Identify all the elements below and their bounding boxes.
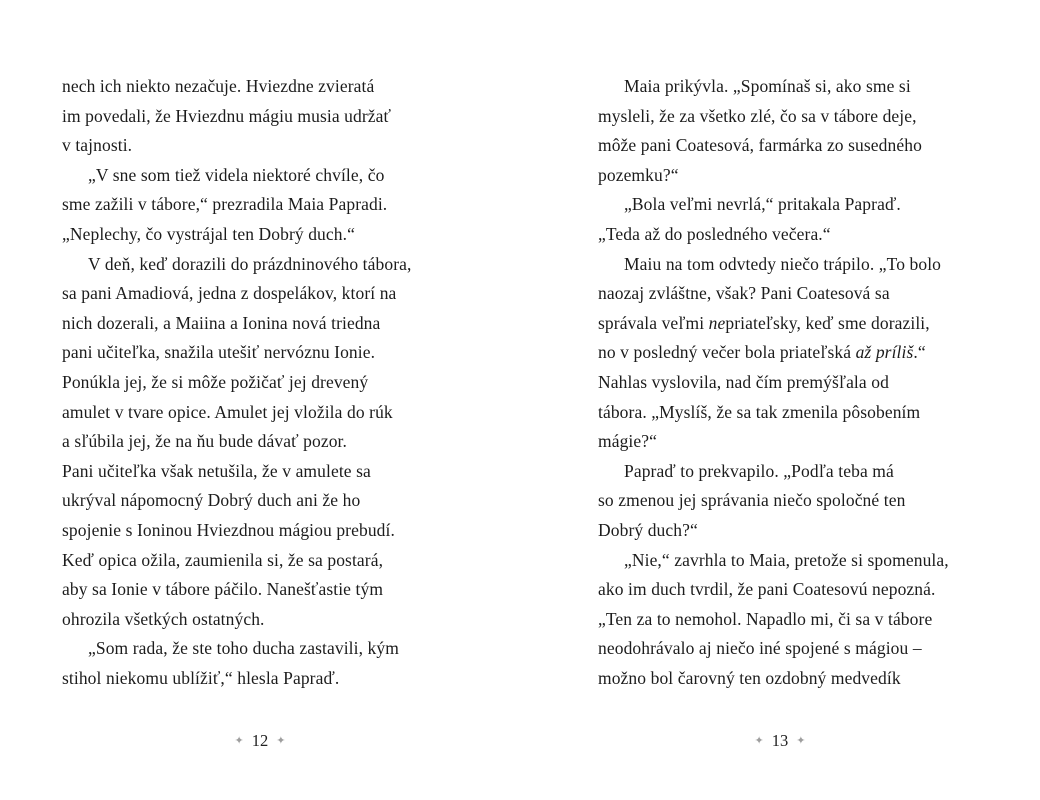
text-line xyxy=(62,338,460,368)
text-line xyxy=(598,664,994,694)
text-segment: v tajnosti. xyxy=(62,135,133,156)
text-segment: nech ich niekto nezačuje. Hviezdne zvieratá xyxy=(62,76,375,96)
text-line xyxy=(62,575,460,605)
text-segment: no v posledný večer bola priateľská xyxy=(598,342,856,363)
text-segment: so zmenou jej správania niečo spoločné ten xyxy=(598,490,906,511)
text-segment: „Neplechy, čo vystrájal ten Dobrý duch.“ xyxy=(62,223,355,244)
ornament-icon: ✦ xyxy=(234,735,244,747)
text-line xyxy=(62,368,460,398)
text-segment: možno bol čarovný ten ozdobný medvedík xyxy=(598,667,901,688)
text-segment: ako im duch tvrdil, že pani Coatesovú nepozná. xyxy=(598,579,936,600)
text-line xyxy=(62,546,460,576)
text-segment: Pani učiteľka však netušila, že v amulete sa xyxy=(62,460,371,481)
text-segment: .“ xyxy=(913,342,926,363)
text-line xyxy=(598,220,994,250)
text-line xyxy=(598,546,994,576)
text-segment: naozaj zvláštne, však? Pani Coatesová sa xyxy=(598,283,890,304)
text-line xyxy=(62,398,460,428)
text-segment: sa pani Amadiová, jedna z dospelákov, ktorí na xyxy=(62,283,397,304)
text-line xyxy=(598,457,994,487)
text-segment: môže pani Coatesová, farmárka zo susedného xyxy=(598,135,922,156)
text-segment: aby sa Ionie v tábore páčilo. Nanešťastie tým xyxy=(62,579,384,600)
text-line xyxy=(598,131,994,161)
page-right-footer xyxy=(520,731,1040,751)
page-left-footer xyxy=(0,731,520,751)
text-segment: Dobrý duch?“ xyxy=(598,519,698,540)
text-line xyxy=(62,605,460,635)
text-segment: Nahlas vyslovila, nad čím premýšľala od xyxy=(598,371,889,392)
text-segment: tábora. „Myslíš, že sa tak zmenila pôsobením xyxy=(598,401,921,422)
text-segment: priateľsky, keď sme dorazili, xyxy=(725,312,930,333)
text-line xyxy=(598,102,994,132)
text-line xyxy=(598,605,994,635)
text-segment: správala veľmi xyxy=(598,312,709,333)
text-line xyxy=(62,250,460,280)
text-line xyxy=(598,398,994,428)
text-segment: mysleli, že za všetko zlé, čo sa v tábore deje, xyxy=(598,105,917,126)
text-line xyxy=(598,309,994,339)
text-line xyxy=(62,309,460,339)
page-right xyxy=(520,0,1040,800)
text-line xyxy=(598,634,994,664)
text-line xyxy=(598,250,994,280)
text-segment: „V sne som tiež videla niektoré chvíle, čo xyxy=(88,164,385,185)
text-line xyxy=(62,634,460,664)
text-segment: neodohrávalo aj niečo iné spojené s mágiou – xyxy=(598,638,922,659)
page-number-right: 13 xyxy=(771,731,789,750)
text-line xyxy=(62,102,460,132)
text-line xyxy=(598,338,994,368)
text-segment: amulet v tvare opice. Amulet jej vložila do rúk xyxy=(62,401,393,422)
page-left-text xyxy=(0,0,520,693)
text-line xyxy=(598,161,994,191)
text-line xyxy=(598,427,994,457)
text-line xyxy=(62,161,460,191)
text-segment: pani učiteľka, snažila utešiť nervóznu Ionie. xyxy=(62,342,376,363)
text-segment: „Bola veľmi nevrlá,“ pritakala Papraď. xyxy=(624,194,901,215)
text-line xyxy=(62,279,460,309)
text-line xyxy=(62,427,460,457)
text-segment: „Teda až do posledného večera.“ xyxy=(598,223,831,244)
text-segment: Maiu na tom odvtedy niečo trápilo. „To bolo xyxy=(624,253,942,274)
text-segment-italic: ne xyxy=(708,312,726,333)
text-segment: „Nie,“ zavrhla to Maia, pretože si spomenula, xyxy=(624,549,949,570)
text-segment: mágie?“ xyxy=(598,431,657,452)
text-segment: Maia prikývla. „Spomínaš si, ako sme si xyxy=(624,76,911,96)
text-segment: a sľúbila jej, že na ňu bude dávať pozor. xyxy=(62,431,347,452)
text-line xyxy=(62,516,460,546)
text-segment: Papraď to prekvapilo. „Podľa teba má xyxy=(624,460,894,481)
text-line xyxy=(598,575,994,605)
ornament-icon: ✦ xyxy=(796,735,806,747)
text-segment: Ponúkla jej, že si môže požičať jej drevený xyxy=(62,371,369,392)
text-segment: Keď opica ožila, zaumienila si, že sa postará, xyxy=(62,549,384,570)
text-segment: im povedali, že Hviezdnu mágiu musia udržať xyxy=(62,105,392,126)
ornament-icon: ✦ xyxy=(754,735,764,747)
text-segment: stihol niekomu ublížiť,“ hlesla Papraď. xyxy=(62,667,340,688)
text-line xyxy=(598,190,994,220)
text-segment: spojenie s Ioninou Hviezdnou mágiou prebudí. xyxy=(62,519,395,540)
text-segment: ohrozila všetkých ostatných. xyxy=(62,608,265,629)
text-line xyxy=(62,190,460,220)
text-line xyxy=(62,72,460,102)
text-line xyxy=(62,486,460,516)
text-line xyxy=(62,220,460,250)
page-right-text xyxy=(520,0,1040,693)
text-line xyxy=(598,279,994,309)
text-line xyxy=(62,457,460,487)
page-number-left: 12 xyxy=(251,731,269,750)
text-line xyxy=(598,516,994,546)
text-line xyxy=(598,72,994,102)
text-line xyxy=(598,486,994,516)
text-segment: ukrýval nápomocný Dobrý duch ani že ho xyxy=(62,490,361,511)
text-segment-italic: až príliš xyxy=(855,342,914,363)
text-segment: sme zažili v tábore,“ prezradila Maia Papradi. xyxy=(62,194,388,215)
text-line xyxy=(62,664,460,694)
text-line xyxy=(62,131,460,161)
text-segment: pozemku?“ xyxy=(598,164,679,185)
text-segment: V deň, keď dorazili do prázdninového tábora, xyxy=(88,253,412,274)
text-segment: nich dozerali, a Maiina a Ionina nová triedna xyxy=(62,312,381,333)
text-segment: „Som rada, že ste toho ducha zastavili, kým xyxy=(88,638,399,659)
ornament-icon: ✦ xyxy=(276,735,286,747)
text-segment: „Ten za to nemohol. Napadlo mi, či sa v tábore xyxy=(598,608,933,629)
text-line xyxy=(598,368,994,398)
